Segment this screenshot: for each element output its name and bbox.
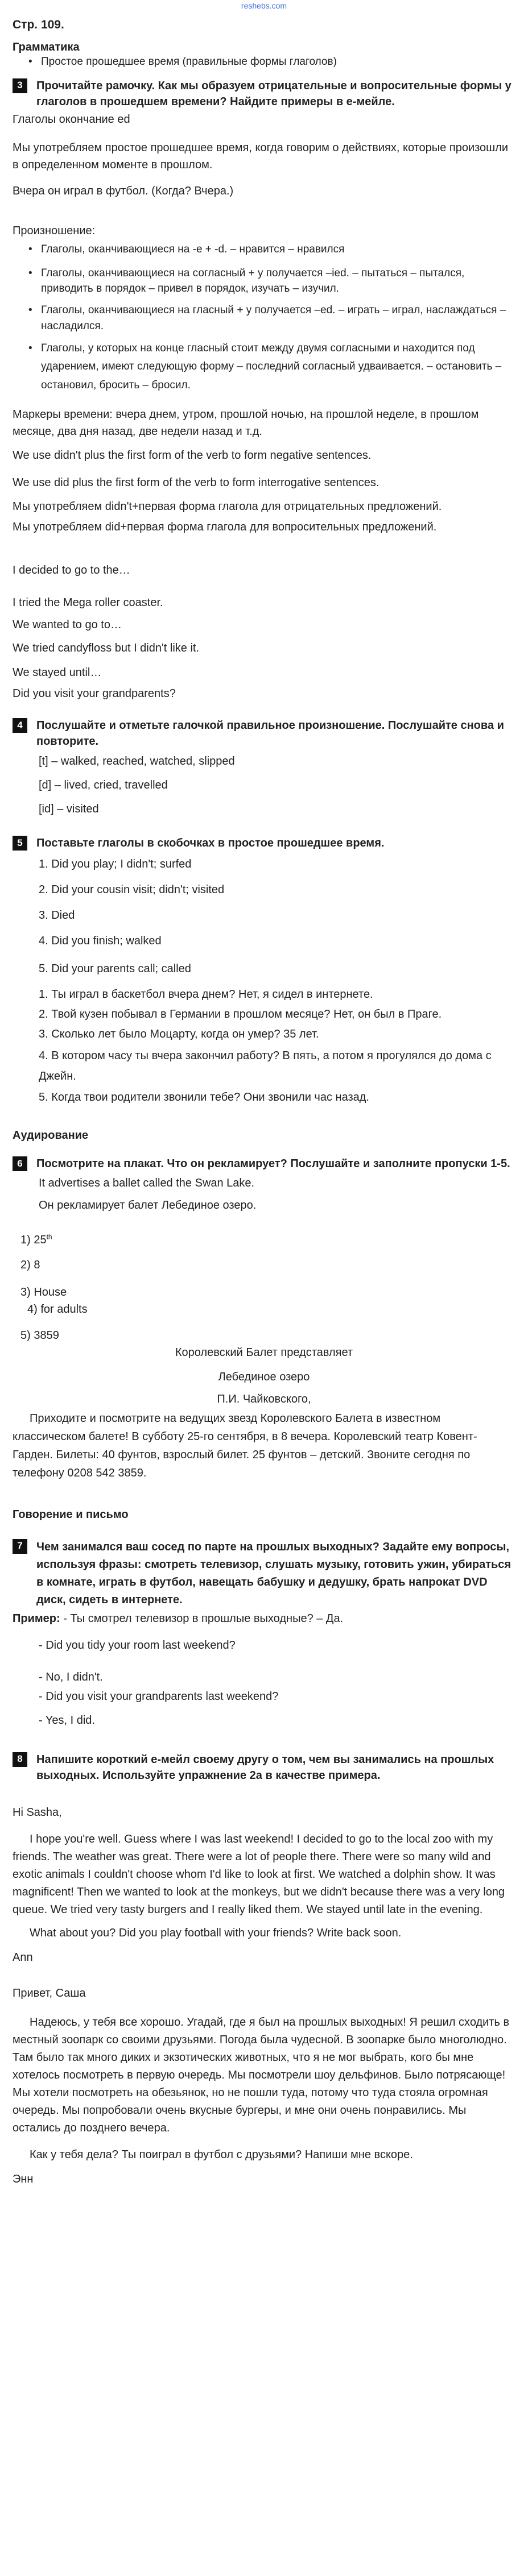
task-number: 3 xyxy=(13,78,27,93)
answer-item: 1. Did you play; I didn't; surfed xyxy=(39,858,192,871)
rule-line: Мы употребляем didn't+первая форма глагола для отрицательных предложений. xyxy=(13,500,442,513)
email-closing: What about you? Did you play football with your friends? Write back soon. xyxy=(30,1927,402,1940)
email-closing-ru: Как у тебя дела? Ты поиграл в футбол с друзьями? Напиши мне вскоре. xyxy=(30,2148,413,2162)
pronunciation-item: • Глаголы, оканчивающиеся на гласный + у получается –ed. – играть – играл, наслаждаться – насладился. xyxy=(41,302,515,334)
pronunciation-group: [id] – visited xyxy=(39,802,99,815)
task-5 xyxy=(13,835,515,851)
task-3 xyxy=(13,78,515,110)
listening-heading: Аудирование xyxy=(13,1129,89,1142)
pronunciation-group: [d] – lived, cried, travelled xyxy=(39,778,168,791)
gap-answer: 4) for adults xyxy=(27,1302,88,1316)
task-number: 7 xyxy=(13,1539,27,1554)
gap-answer: 3) House xyxy=(20,1285,67,1299)
pronunciation-item: • Глаголы, у которых на конце гласный стоит между двумя согласными и находится под ударением, имеют следующую форму – последний согласный удваивается. – остановить – остановил, бросить – бросил. xyxy=(41,339,515,395)
answer-item: 4. Did you finish; walked xyxy=(39,935,162,948)
task-title: Напишите короткий е-мейл своему другу о том, чем вы занимались на прошлых выходных. Используйте упражнение 2а в качестве примера. xyxy=(36,1753,494,1782)
poster-line: П.И. Чайковского, xyxy=(217,1392,311,1405)
task-number: 8 xyxy=(13,1752,27,1767)
site-link[interactable]: reshebs.com xyxy=(241,1,287,10)
task-title: Посмотрите на плакат. Что он рекламирует? Послушайте и заполните пропуски 1-5. xyxy=(36,1158,510,1171)
grammar-heading: Грамматика xyxy=(13,41,80,53)
gap-answer: 5) 3859 xyxy=(20,1329,59,1342)
translation-item: 5. Когда твои родители звонили тебе? Они звонили час назад. xyxy=(39,1091,369,1104)
email-greeting: Hi Sasha, xyxy=(13,1806,62,1819)
pronunciation-label: Произношение: xyxy=(13,225,96,238)
task-7 xyxy=(13,1538,515,1609)
page xyxy=(13,0,515,2186)
translation-item: 3. Сколько лет было Моцарту, когда он умер? 35 лет. xyxy=(39,1028,319,1041)
email-signature-ru: Энн xyxy=(13,2173,34,2186)
pronunciation-item: • Глаголы, оканчивающиеся на согласный + у получается –ied. – пытаться – пытался, приводить в порядок – привел в порядок, изучать – изучил. xyxy=(41,266,515,297)
email-body: I hope you're well. Guess where I was last weekend! I decided to go to the local zoo with my friends. The weather was great. There were a lot of people there. There were so many wild and exotic animals I couldn't choose whom I'd like to look at first. We watched a dolphin show. It was magnificent! Then we wanted to look at the monkeys, but we didn't because there was a very long queue. We tried very tasty burgers and I really liked them. We stayed until late in the evening. xyxy=(13,1833,505,1917)
example-text: - Ты смотрел телевизор в прошлые выходные? – Да. xyxy=(63,1612,344,1625)
time-markers: Маркеры времени: вчера днем, утром, прошлой ночью, на прошлой неделе, в прошлом месяце, два дня назад, две недели назад и т.д. xyxy=(13,408,479,438)
translation-item: 4. В котором часу ты вчера закончил работу? В пять, а потом я прогулялся до дома с Джейн. xyxy=(39,1050,492,1083)
answer-line: Он рекламирует балет Лебединое озеро. xyxy=(39,1198,257,1212)
task-number: 6 xyxy=(13,1156,27,1171)
task-6 xyxy=(13,1156,515,1172)
dialog-line: - Did you visit your grandparents last weekend? xyxy=(39,1690,279,1703)
email-example: We tried candyfloss but I didn't like it. xyxy=(13,641,200,654)
poster-line: Королевский Балет представляет xyxy=(175,1346,353,1359)
task-title: Послушайте и отметьте галочкой правильное произношение. Послушайте снова и повторите. xyxy=(36,719,504,748)
page-number: Стр. 109. xyxy=(13,18,64,31)
rule-line: We use didn't plus the first form of the verb to form negative sentences. xyxy=(13,449,372,462)
example xyxy=(13,1612,515,1625)
gap-answer: 2) 8 xyxy=(20,1258,40,1271)
rule-line: We use did plus the first form of the verb to form interrogative sentences. xyxy=(13,476,380,489)
email-signature: Ann xyxy=(13,1951,33,1964)
answer-item: 5. Did your parents call; called xyxy=(39,963,191,976)
answer-item: 2. Did your cousin visit; didn't; visited xyxy=(39,883,225,897)
pronunciation-item: • Глаголы, оканчивающиеся на -е + -d. – нравится – нравился xyxy=(41,242,515,258)
translation-item: 1. Ты играл в баскетбол вчера днем? Нет, я сидел в интернете. xyxy=(39,988,373,1001)
task-8 xyxy=(13,1752,515,1784)
poster-title: Лебединое озеро xyxy=(218,1370,310,1383)
speaking-heading: Говорение и письмо xyxy=(13,1508,129,1521)
email-example: I tried the Mega roller coaster. xyxy=(13,596,163,609)
grammar-bullet: • Простое прошедшее время (правильные формы глаголов) xyxy=(41,54,515,70)
task-4 xyxy=(13,717,515,750)
dialog-line: - No, I didn't. xyxy=(39,1670,103,1683)
email-greeting-ru: Привет, Саша xyxy=(13,1987,86,2000)
email-example: We wanted to go to… xyxy=(13,618,122,631)
gap-answer: 1) 25th xyxy=(20,1232,52,1246)
email-body-ru: Надеюсь, у тебя все хорошо. Угадай, где я был на прошлых выходных! Я решил сходить в местный зоопарк со своими друзьями. Погода была чудесной. В зоопарке было многолюдно. Там было так много диких и экзотических животных, что я не мог выбрать, кого бы мне хотелось посмотреть в первую очередь. Мы посмотрели шоу дельфинов. Было потрясающе! Мы хотели посмотреть на обезьянок, но не пошли туда, потому что туда стояла огромная очередь. Мы попробовали очень вкусные бургеры, и мне они очень понравились. Мы остались до позднего вечера. xyxy=(13,2016,510,2135)
dialog-line: - Did you tidy your room last weekend? xyxy=(39,1638,236,1652)
task-title: Чем занимался ваш сосед по парте на прошлых выходных? Задайте ему вопросы, используя фразы: смотреть телевизор, слушать музыку, готовить ужин, убираться в комнате, играть в футбол, навещать бабушку и дедушку, брать напрокат DVD диск, сидеть в интернете. xyxy=(36,1540,512,1606)
task-title: Прочитайте рамочку. Как мы образуем отрицательные и вопросительные формы у глаголов в прошедшем времени? Найдите примеры в е-мейле. xyxy=(36,79,512,108)
answer-item: 3. Died xyxy=(39,909,75,922)
rule-line: Мы употребляем did+первая форма глагола для вопросительных предложений. xyxy=(13,520,437,533)
task-number: 5 xyxy=(13,836,27,851)
answer-line: It advertises a ballet called the Swan Lake. xyxy=(39,1176,255,1189)
rule-line: Мы употребляем простое прошедшее время, когда говорим о действиях, которые произошли в определенном моменте в прошлом. xyxy=(13,142,509,172)
rule-line: Глаголы окончание ed xyxy=(13,113,130,126)
email-example: We stayed until… xyxy=(13,666,102,679)
pronunciation-group: [t] – walked, reached, watched, slipped xyxy=(39,754,235,768)
task-number: 4 xyxy=(13,718,27,733)
rule-example: Вчера он играл в футбол. (Когда? Вчера.) xyxy=(13,185,234,198)
email-example: I decided to go to the… xyxy=(13,563,130,576)
task-title: Поставьте глаголы в скобочках в простое прошедшее время. xyxy=(36,836,385,849)
email-example: Did you visit your grandparents? xyxy=(13,687,176,700)
example-label: Пример: xyxy=(13,1612,60,1625)
dialog-line: - Yes, I did. xyxy=(39,1714,95,1727)
translation-item: 2. Твой кузен побывал в Германии в прошлом месяце? Нет, он был в Праге. xyxy=(39,1008,442,1021)
poster-text: Приходите и посмотрите на ведущих звезд Королевского Балета в известном классическом балете! В субботу 25-го сентября, в 8 вечера. Королевский театр Ковент-Гарден. Билеты: 40 фунтов, взрослый билет. 25 фунтов – детский. Звоните сегодня по телефону 0208 542 3859. xyxy=(13,1412,477,1479)
